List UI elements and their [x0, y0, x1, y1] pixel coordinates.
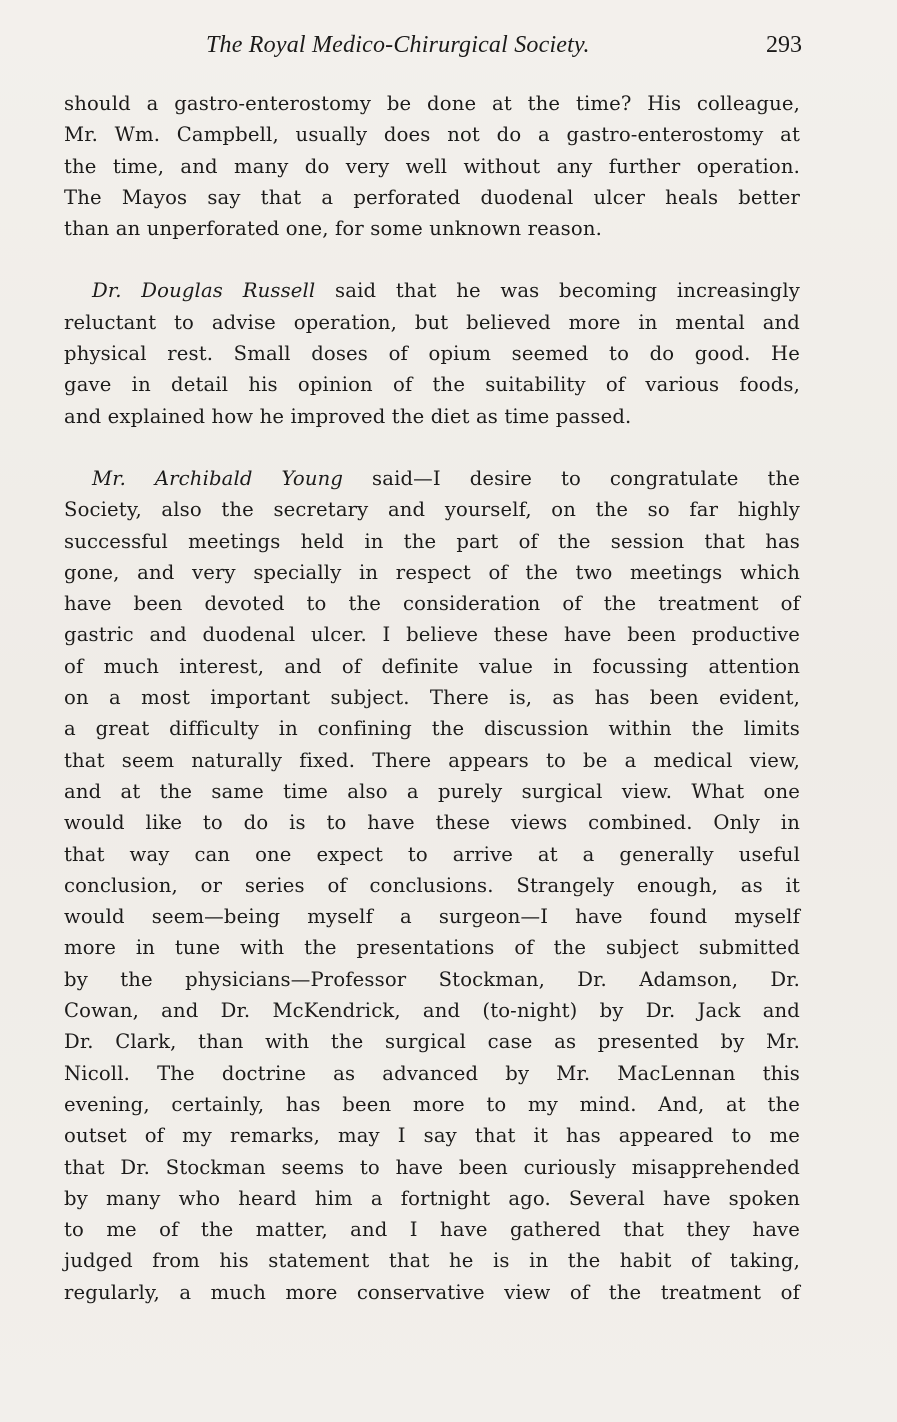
text-line: and explained how he improved the diet as time passed. [64, 404, 632, 428]
text-line [64, 275, 800, 306]
text-line: gastric and duodenal ulcer. I believe these have been productive [64, 623, 800, 647]
body-text [64, 88, 800, 1308]
text-line: would seem—being myself a surgeon—I have found myself [64, 905, 800, 929]
text-line: conclusion, or series of conclusions. Strangely enough, as it [64, 873, 800, 897]
speaker-name: Dr. Douglas Russell [92, 279, 316, 303]
text-line: The Mayos say that a perforated duodenal ulcer heals better [64, 185, 800, 209]
text-line: reluctant to advise operation, but believed more in mental and [64, 310, 800, 334]
text-line: and at the same time also a purely surgical view. What one [64, 779, 800, 803]
text-line: that seem naturally fixed. There appears to be a medical view, [64, 748, 800, 772]
text-line: Society, also the secretary and yourself, on the so far highly [64, 498, 800, 522]
paragraph-archibald-young [64, 463, 800, 1308]
text-line: Nicoll. The doctrine as advanced by Mr. MacLennan this [64, 1061, 800, 1085]
text-line: of much interest, and of definite value in focussing attention [64, 654, 800, 678]
paragraph-continuation [64, 88, 800, 244]
text-line: outset of my remarks, may I say that it has appeared to me [64, 1124, 800, 1148]
text-line: successful meetings held in the part of the session that has [64, 529, 800, 553]
paragraph-douglas-russell [64, 275, 800, 431]
text-line: Cowan, and Dr. McKendrick, and (to-night) by Dr. Jack and [64, 999, 800, 1023]
text-line: would like to do is to have these views combined. Only in [64, 811, 800, 835]
text-line: more in tune with the presentations of the subject submitted [64, 936, 800, 960]
running-title: The Royal Medico-Chirurgical Society. [206, 32, 590, 58]
text-line [64, 463, 800, 494]
page-number: 293 [766, 32, 802, 58]
text-fragment: said—I desire to congratulate the [372, 466, 800, 490]
text-line: the time, and many do very well without any further operation. [64, 154, 800, 178]
text-line: judged from his statement that he is in the habit of taking, [64, 1249, 800, 1273]
text-line: by many who heard him a fortnight ago. Several have spoken [64, 1186, 800, 1210]
text-line: gave in detail his opinion of the suitability of various foods, [64, 373, 800, 397]
text-line: Dr. Clark, than with the surgical case as presented by Mr. [64, 1030, 800, 1054]
text-line: physical rest. Small doses of opium seemed to do good. He [64, 342, 800, 366]
text-line: evening, certainly, has been more to my mind. And, at the [64, 1092, 800, 1116]
page-header [64, 32, 802, 68]
text-line: that way can one expect to arrive at a generally useful [64, 842, 800, 866]
speaker-name: Mr. Archibald Young [92, 466, 344, 490]
text-line: than an unperforated one, for some unknown reason. [64, 217, 602, 241]
text-fragment: said that he was becoming increasingly [335, 279, 800, 303]
text-line: to me of the matter, and I have gathered that they have [64, 1218, 800, 1242]
text-line: by the physicians—Professor Stockman, Dr. Adamson, Dr. [64, 967, 800, 991]
text-line: on a most important subject. There is, as has been evident, [64, 686, 800, 710]
text-line: should a gastro-enterostomy be done at the time? His colleague, [64, 92, 800, 115]
text-line: that Dr. Stockman seems to have been curiously misapprehended [64, 1155, 800, 1179]
text-line: a great difficulty in confining the discussion within the limits [64, 717, 800, 741]
text-line: regularly, a much more conservative view of the treatment of [64, 1280, 800, 1304]
text-line: have been devoted to the consideration of the treatment of [64, 592, 800, 616]
text-line: Mr. Wm. Campbell, usually does not do a gastro-enterostomy at [64, 123, 800, 147]
text-line: gone, and very specially in respect of the two meetings which [64, 560, 800, 584]
